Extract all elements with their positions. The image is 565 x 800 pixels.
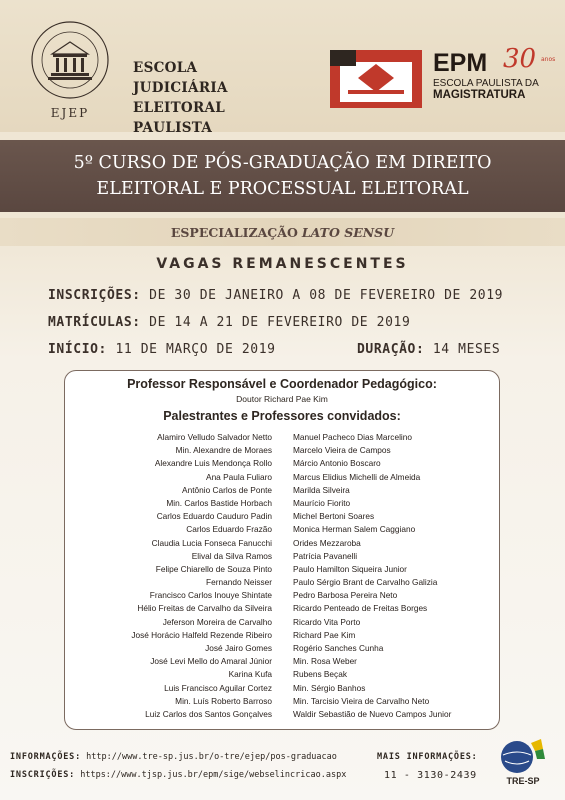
- left-name: Min. Alexandre de Moraes: [175, 445, 272, 456]
- epm-text-block: [433, 44, 558, 102]
- footer-insc-line: [10, 770, 346, 780]
- left-name: Alexandre Luis Mendonça Rollo: [154, 458, 272, 469]
- inicio-label: INÍCIO:: [48, 342, 107, 357]
- header-band: [0, 0, 565, 136]
- speakers-heading: Palestrantes e Professores convidados:: [163, 409, 401, 423]
- left-name: Elival da Silva Ramos: [191, 550, 272, 561]
- matriculas-line: [48, 315, 548, 330]
- inscricoes-line: [48, 288, 548, 303]
- right-name: Min. Tarcisio Vieira de Carvalho Neto: [293, 695, 430, 706]
- left-name: José Jairo Gomes: [205, 643, 272, 653]
- ejep-name: [133, 58, 293, 138]
- left-name: Carlos Eduardo Frazão: [186, 524, 272, 535]
- left-name: José Horácio Halfeld Rezende Ribeiro: [131, 629, 272, 640]
- right-name: Márcio Antonio Boscaro: [293, 458, 381, 469]
- left-name: Jeferson Moreira de Carvalho: [162, 616, 272, 627]
- right-name: Paulo Hamilton Siqueira Junior: [293, 563, 407, 574]
- right-name: Rubens Beçak: [293, 669, 347, 680]
- left-name: Carlos Eduardo Cauduro Padin: [156, 511, 272, 522]
- right-name: Manuel Pacheco Dias Marcelino: [293, 432, 412, 442]
- epm-logo-mark: [330, 50, 422, 108]
- coordinator-name: Doutor Richard Pae Kim: [236, 394, 328, 404]
- right-name: Min. Rosa Weber: [293, 656, 357, 667]
- right-name: Pedro Barbosa Pereira Neto: [293, 590, 398, 601]
- left-name: Ana Paula Fuliaro: [206, 471, 272, 482]
- right-name: Ricardo Vita Porto: [293, 616, 361, 627]
- course-title-line2: ELEITORAL E PROCESSUAL ELEITORAL: [96, 179, 469, 199]
- specialization-band: [0, 218, 565, 246]
- left-name: Karina Kufa: [228, 669, 272, 680]
- duracao-line: [357, 342, 500, 357]
- right-name: Ricardo Penteado de Freitas Borges: [293, 603, 428, 614]
- right-name: Marilda Silveira: [293, 484, 350, 495]
- left-name: Felipe Chiarello de Souza Pinto: [155, 563, 272, 574]
- footer-phone: 11 - 3130-2439: [384, 770, 477, 781]
- inscricoes-label: INSCRIÇÕES:: [48, 288, 141, 303]
- left-name: Luiz Carlos dos Santos Gonçalves: [145, 708, 272, 719]
- tre-sp-globe-icon: [497, 737, 549, 777]
- inicio-value: 11 DE MARÇO DE 2019: [115, 342, 276, 357]
- tre-sp-label: TRE-SP: [506, 776, 540, 786]
- right-name: Patrícia Pavanelli: [293, 550, 358, 561]
- ejep-name-line2: ELEITORAL PAULISTA: [133, 100, 226, 136]
- epm-acronym: EPM: [433, 49, 488, 77]
- duracao-label: DURAÇÃO:: [357, 342, 425, 357]
- coordinator-heading: Professor Responsável e Coordenador Pedagógico:: [127, 377, 437, 391]
- left-name: Francisco Carlos Inouye Shintate: [149, 590, 272, 601]
- course-title-line1: 5º CURSO DE PÓS-GRADUAÇÃO EM DIREITO: [73, 153, 492, 173]
- left-name: Claudia Lucia Fonseca Fanucchi: [151, 537, 272, 548]
- footer-insc-label: INSCRIÇÕES:: [10, 770, 76, 780]
- epm-subtitle-line1: ESCOLA PAULISTA DA: [433, 78, 539, 89]
- left-name: Min. Carlos Bastide Horbach: [166, 497, 272, 508]
- speakers-left-column: [65, 431, 272, 721]
- course-title-band: [0, 140, 565, 212]
- right-name: Orides Mezzaroba: [293, 537, 361, 548]
- left-name: Fernando Neisser: [206, 577, 272, 588]
- left-name: Antônio Carlos de Ponte: [182, 484, 272, 495]
- epm-anniversary-number: 30: [503, 44, 537, 74]
- right-name: Min. Sérgio Banhos: [293, 682, 366, 693]
- right-name: Maurício Fiorito: [293, 497, 351, 508]
- matriculas-value: DE 14 A 21 DE FEVEREIRO DE 2019: [149, 315, 411, 330]
- footer-more-label-text: MAIS INFORMAÇÕES:: [377, 752, 478, 762]
- right-name: Waldir Sebastião de Nuevo Campos Junior: [293, 708, 452, 719]
- epm-anniversary-anos: anos: [541, 56, 556, 63]
- ejep-name-line1: ESCOLA JUDICIÁRIA: [133, 60, 228, 96]
- left-name: Luis Francisco Aguilar Cortez: [164, 682, 272, 693]
- right-name: Marcelo Vieira de Campos: [293, 445, 391, 456]
- footer-info-label: INFORMAÇÕES:: [10, 752, 82, 762]
- speakers-right-column: [293, 431, 498, 721]
- left-name: Min. Luís Roberto Barroso: [175, 695, 272, 706]
- duracao-value: 14 MESES: [432, 342, 501, 357]
- footer-info-line: [10, 752, 337, 762]
- right-name: Richard Pae Kim: [293, 629, 356, 640]
- right-name: Marcus Elidius Michelli de Almeida: [293, 471, 421, 482]
- right-name: Rogério Sanches Cunha: [293, 643, 384, 653]
- specialization-prefix: ESPECIALIZAÇÃO: [170, 224, 298, 240]
- left-name: Hélio Freitas de Carvalho da Silveira: [137, 603, 272, 614]
- epm-subtitle-line2: MAGISTRATURA: [433, 89, 526, 101]
- right-name: Michel Bertoni Soares: [293, 511, 375, 522]
- footer-info-url[interactable]: http://www.tre-sp.jus.br/o-tre/ejep/pos-graduacao: [86, 752, 337, 762]
- inscricoes-value: DE 30 DE JANEIRO A 08 DE FEVEREIRO DE 2019: [149, 288, 504, 303]
- left-name: Alamiro Velludo Salvador Netto: [157, 432, 272, 442]
- right-name: Monica Herman Salem Caggiano: [293, 524, 416, 535]
- left-name: José Levi Mello do Amaral Júnior: [150, 656, 272, 667]
- footer-insc-url[interactable]: https://www.tjsp.jus.br/epm/sige/webselincricao.aspx: [80, 770, 347, 780]
- faculty-box: [64, 370, 500, 730]
- ejep-abbreviation: EJEP: [50, 106, 90, 120]
- vagas-heading: VAGAS REMANESCENTES: [156, 256, 409, 272]
- right-name: Paulo Sérgio Brant de Carvalho Galizia: [293, 577, 438, 588]
- footer-more-label: [377, 752, 478, 762]
- specialization-suffix: LATO SENSU: [301, 224, 395, 240]
- matriculas-label: MATRÍCULAS:: [48, 315, 141, 330]
